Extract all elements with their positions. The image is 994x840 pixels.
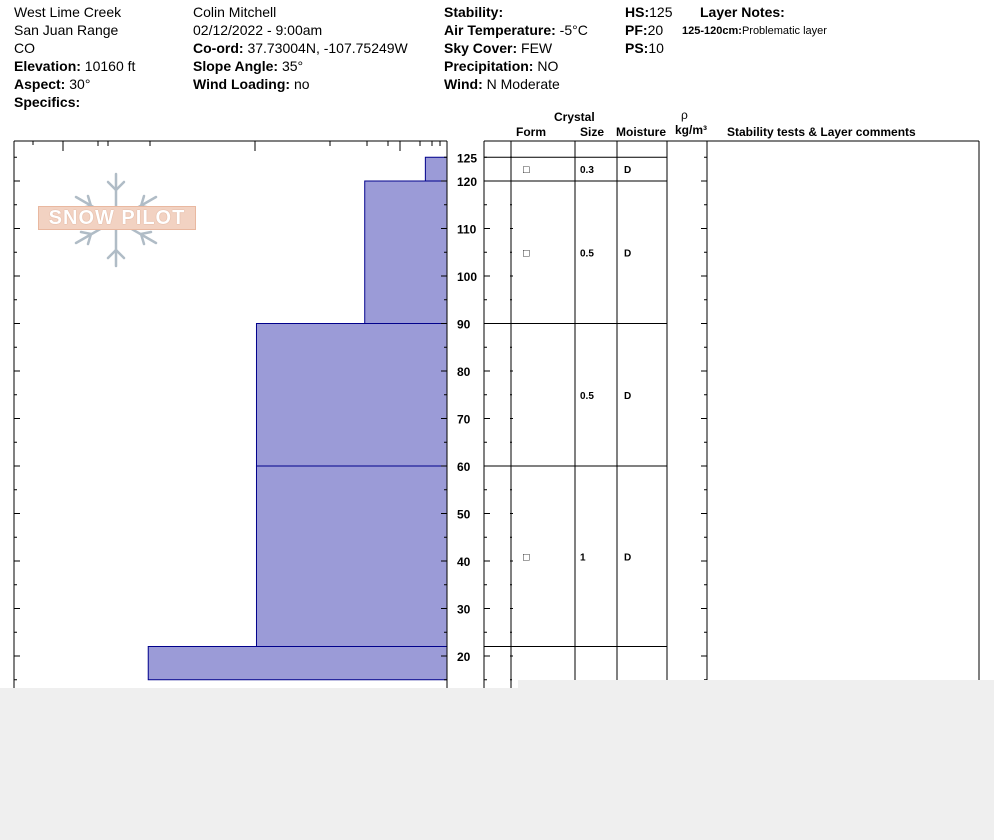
- hardness-bar: [365, 181, 447, 324]
- density-unit: kg/m³: [675, 123, 708, 137]
- depth-label: 80: [457, 365, 471, 379]
- layer-notes-label: Layer Notes:: [700, 4, 785, 20]
- hardness-bar: [256, 466, 447, 647]
- hardness-bar: [148, 647, 447, 680]
- depth-label: 70: [457, 412, 471, 427]
- air-temp-value: -5°C: [559, 22, 588, 38]
- layer-form: □: [523, 551, 530, 564]
- depth-label: 30: [457, 602, 471, 617]
- wind-loading-label: Wind Loading:: [193, 76, 291, 92]
- watermark-text: SNOW PILOT: [38, 206, 196, 230]
- layer-table: [484, 141, 979, 688]
- coord-value: 37.73004N, -107.75249W: [247, 40, 408, 56]
- elevation-value: 10160 ft: [84, 58, 136, 74]
- slope-label: Slope Angle:: [193, 58, 279, 74]
- density-symbol: ρ: [681, 108, 688, 122]
- pf-value: 20: [647, 22, 664, 38]
- layer-note-text: Problematic layer: [741, 25, 827, 37]
- bottom-gray-band: [518, 680, 994, 688]
- precip-value: NO: [537, 58, 559, 74]
- location-name: West Lime Creek: [14, 4, 122, 20]
- moisture-heading: Moisture: [616, 125, 667, 139]
- ps-value: 10: [648, 40, 664, 56]
- layer-size: 1: [580, 552, 586, 564]
- depth-label: 90: [457, 317, 471, 332]
- crystal-heading: Crystal: [554, 110, 595, 124]
- ps-label: PS:: [625, 40, 649, 56]
- pf-label: PF:: [625, 22, 648, 38]
- layer-moisture: D: [624, 248, 632, 260]
- depth-label: 125: [457, 151, 478, 166]
- observation-datetime: 02/12/2022 - 9:00am: [193, 22, 323, 38]
- layer-moisture: D: [624, 165, 632, 177]
- aspect-value: 30°: [69, 76, 91, 92]
- form-heading: Form: [516, 125, 546, 139]
- depth-label: 100: [457, 270, 478, 284]
- stability-label: Stability:: [444, 4, 504, 20]
- layer-moisture: D: [624, 390, 632, 402]
- hardness-bar: [256, 324, 447, 467]
- depth-label: 110: [457, 222, 477, 237]
- layer-size: 0.5: [580, 390, 594, 402]
- precip-label: Precipitation:: [444, 58, 534, 74]
- sky-value: FEW: [521, 40, 553, 56]
- layer-size: 0.5: [580, 248, 594, 260]
- layer-form: □: [523, 247, 530, 260]
- depth-label: 120: [457, 175, 478, 189]
- comments-heading: Stability tests & Layer comments: [727, 125, 916, 139]
- air-temp-label: Air Temperature:: [444, 22, 556, 38]
- aspect-label: Aspect:: [14, 76, 66, 92]
- hs-label: HS:: [625, 4, 650, 20]
- snowpilot-logo: [36, 170, 196, 270]
- specifics-label: Specifics:: [14, 94, 81, 110]
- layer-form: □: [523, 164, 530, 177]
- hardness-bar: [425, 157, 447, 181]
- wind-loading-value: no: [293, 76, 310, 92]
- state: CO: [14, 40, 35, 56]
- mountain-range: San Juan Range: [14, 22, 119, 38]
- layer-moisture: D: [624, 552, 632, 564]
- depth-label: 40: [457, 555, 471, 569]
- size-heading: Size: [580, 125, 605, 139]
- elevation-label: Elevation:: [14, 58, 81, 74]
- layer-note-range: 125-120cm:: [682, 25, 742, 37]
- depth-label: 50: [457, 507, 471, 522]
- wind-label: Wind:: [444, 76, 483, 92]
- depth-label: 20: [457, 650, 471, 664]
- layer-size: 0.3: [580, 165, 594, 177]
- depth-label: 60: [457, 460, 471, 474]
- hs-value: 125: [649, 4, 673, 20]
- coord-label: Co-ord:: [193, 40, 244, 56]
- wind-value: N Moderate: [486, 76, 560, 92]
- observer-name: Colin Mitchell: [193, 4, 277, 20]
- slope-value: 35°: [281, 58, 304, 74]
- sky-label: Sky Cover:: [444, 40, 518, 56]
